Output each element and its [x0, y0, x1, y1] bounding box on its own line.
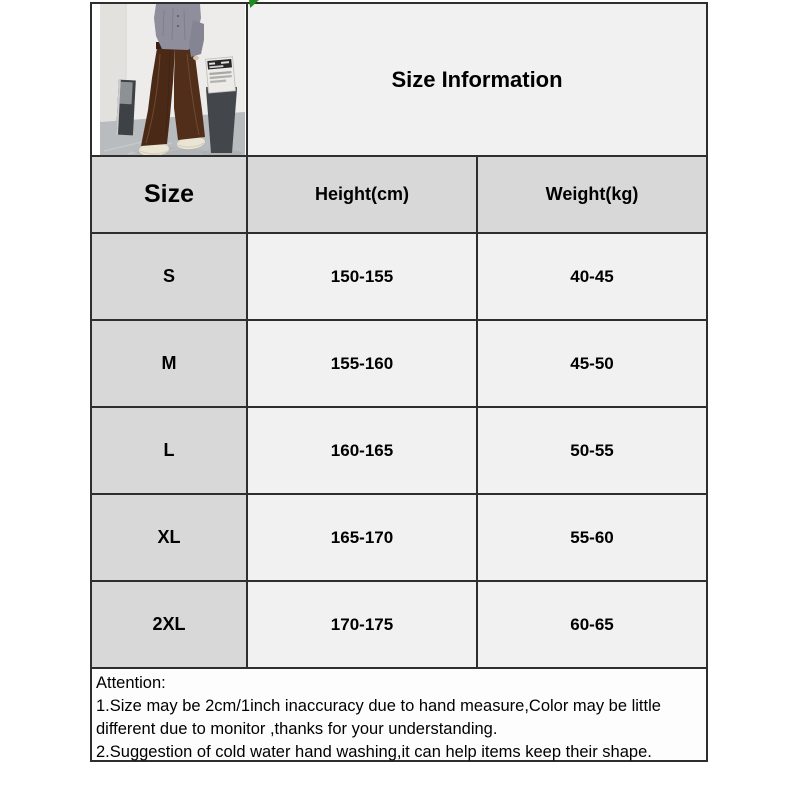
table-row-xl [92, 495, 706, 582]
size-value: XL [92, 495, 248, 580]
photo-title-row [92, 4, 706, 157]
weight-value: 55-60 [478, 495, 706, 580]
table-row-m [92, 321, 706, 408]
size-value: S [92, 234, 248, 319]
height-value: 155-160 [248, 321, 478, 406]
height-value: 150-155 [248, 234, 478, 319]
weight-value: 60-65 [478, 582, 706, 667]
leaning-frame [116, 80, 136, 136]
weight-column-header: Weight(kg) [478, 157, 706, 232]
table-row-2xl [92, 582, 706, 669]
size-value: M [92, 321, 248, 406]
attention-note [92, 669, 706, 760]
size-column-header: Size [92, 157, 248, 232]
size-information-title: Size Information [391, 66, 563, 92]
attention-line: 1.Size may be 2cm/1inch inaccuracy due to hand measure,Color may be little [96, 697, 661, 715]
attention-line: 2.Suggestion of cold water hand washing,it can help items keep their shape. [96, 743, 652, 761]
table-row-l [92, 408, 706, 495]
height-value: 170-175 [248, 582, 478, 667]
size-chart-table [90, 2, 708, 762]
height-value: 165-170 [248, 495, 478, 580]
height-column-header: Height(cm) [248, 157, 478, 232]
hand [193, 56, 199, 60]
trash-bin [206, 87, 237, 153]
table-row-s [92, 234, 706, 321]
attention-line: different due to monitor ,thanks for your understanding. [96, 720, 498, 738]
weight-value: 50-55 [478, 408, 706, 493]
magazine-graphic [206, 57, 236, 93]
product-photo [100, 4, 245, 155]
product-photo-cell [92, 4, 248, 155]
size-value: 2XL [92, 582, 248, 667]
attention-heading: Attention: [96, 674, 166, 692]
size-information-header-cell [248, 4, 706, 155]
height-value: 160-165 [248, 408, 478, 493]
weight-value: 45-50 [478, 321, 706, 406]
column-header-row [92, 157, 706, 234]
weight-value: 40-45 [478, 234, 706, 319]
size-value: L [92, 408, 248, 493]
